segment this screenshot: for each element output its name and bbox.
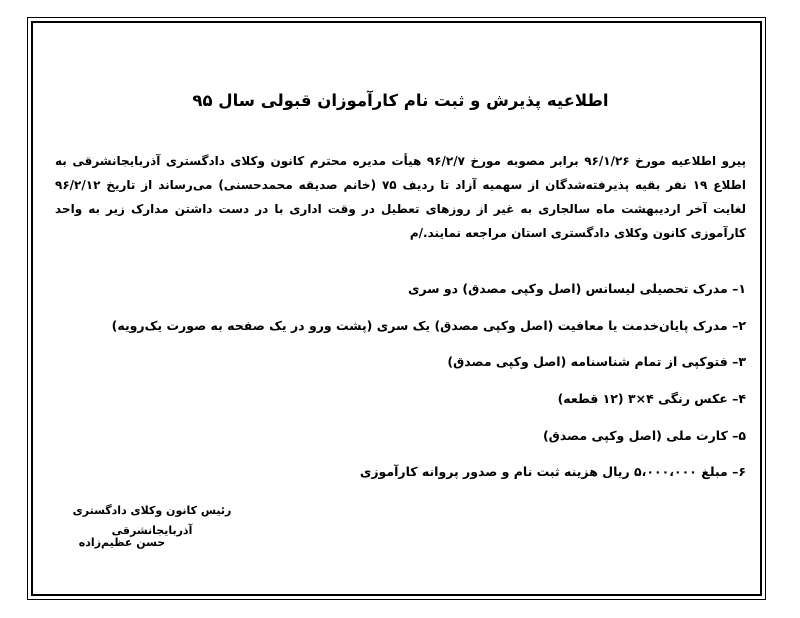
requirement-item: ۳– فتوکپی از تمام شناسنامه (اصل وکپی مصدق)	[447, 354, 746, 370]
requirement-item: ۲– مدرک پایان‌خدمت یا معافیت (اصل وکپی مصدق) یک سری (پشت ورو در یک صفحه به صورت یک‌رویه)	[111, 317, 746, 333]
signatory-name: حسن عظیم‌زاده	[78, 536, 166, 549]
requirement-item: ۱– مدرک تحصیلی لیسانس (اصل وکپی مصدق) دو سری	[408, 281, 746, 296]
requirement-item: ۶– مبلغ ۵،۰۰۰،۰۰۰ ریال هزینه ثبت نام و صدور پروانه کارآموزی	[359, 464, 746, 480]
requirement-item: ۴– عکس رنگی ۴×۳ (۱۲ قطعه)	[557, 391, 746, 407]
requirements-list	[55, 277, 746, 497]
intro-paragraph: پیرو اطلاعیه مورخ ۹۶/۱/۲۶ برابر مصوبه مورخ ۹۶/۲/۷ هیأت مدیره محترم کانون وکلای دادگستری آذربایجانشرقی به اطلاع ۱۹ نفر بقیه پذیرفته‌شدگان از سهمیه آزاد تا ردیف ۷۵ (خانم صدیقه محمدحسنی) می‌رساند از تاریخ ۹۶/۲/۱۲ لغایت آخر اردیبهشت ماه سالجاری به غیر از روزهای تعطیل در وقت اداری با در دست داشتن مدارک زیر به واحد کارآموزی کانون وکلای دادگستری استان مراجعه نمایند./م	[55, 154, 746, 240]
requirement-item: ۵– کارت ملی (اصل وکپی مصدق)	[542, 427, 746, 443]
signature-block	[42, 501, 262, 553]
signatory-title: رئیس کانون وکلای دادگستری آذربایجانشرقی	[72, 504, 232, 537]
document-title: اطلاعیه پذیرش و ثبت نام کارآموزان قبولی سال ۹۵	[192, 91, 609, 110]
